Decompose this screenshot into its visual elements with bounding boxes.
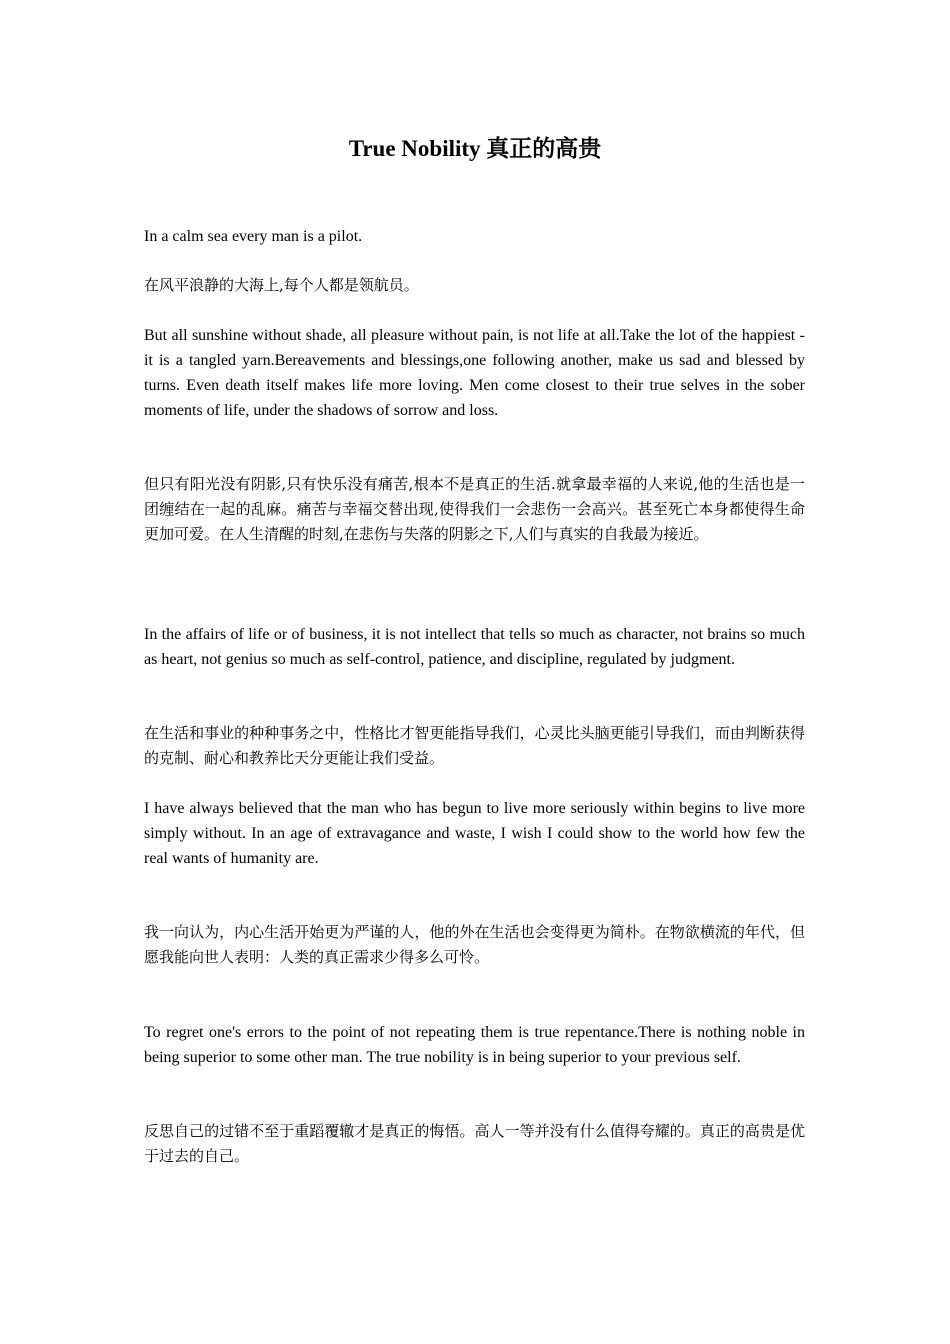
paragraph-en-3: In the affairs of life or of business, it is not intellect that tells so much as character, not brains so much as heart, not genius so much as self-control, patience, and discipline, regulated by judgment. — [144, 626, 805, 668]
paragraph-cn-1: 在风平浪静的大海上,每个人都是领航员。 — [144, 276, 419, 294]
paragraph-en-5: To regret one's errors to the point of not repeating them is true repentance.There is nothing noble in being superior to some other man. The true nobility is in being superior to your previous self. — [144, 1024, 805, 1066]
document-title: True Nobility 真正的高贵 — [348, 136, 602, 161]
paragraph-en-1: In a calm sea every man is a pilot. — [144, 228, 363, 245]
paragraph-cn-3: 在生活和事业的种种事务之中，性格比才智更能指导我们，心灵比头脑更能引导我们，而由判断获得的克制、耐心和教养比天分更能让我们受益。 — [144, 724, 805, 767]
paragraph-en-4: I have always believed that the man who has begun to live more seriously within begins to live more simply without. In an age of extravagance and waste, I wish I could show to the world how few the real wants of humanity are. — [144, 800, 805, 867]
paragraph-cn-4: 我一向认为，内心生活开始更为严谨的人，他的外在生活也会变得更为简朴。在物欲横流的年代，但愿我能向世人表明：人类的真正需求少得多么可怜。 — [144, 923, 805, 966]
paragraph-cn-5: 反思自己的过错不至于重蹈覆辙才是真正的悔悟。高人一等并没有什么值得夸耀的。真正的高贵是优于过去的自己。 — [144, 1122, 805, 1165]
paragraph-en-2: But all sunshine without shade, all pleasure without pain, is not life at all.Take the lot of the happiest - it is a tangled yarn.Bereavements and blessings,one following another, make us sad and blessed by turns. Even death itself makes life more loving. Men come closest to their true selves in the sober moments of life, under the shadows of sorrow and loss. — [144, 327, 805, 419]
paragraph-cn-2: 但只有阳光没有阴影,只有快乐没有痛苦,根本不是真正的生活.就拿最幸福的人来说,他的生活也是一团缠结在一起的乱麻。痛苦与幸福交替出现,使得我们一会悲伤一会高兴。甚至死亡本身都使得生命更加可爱。在人生清醒的时刻,在悲伤与失落的阴影之下,人们与真实的自我最为接近。 — [144, 475, 805, 543]
